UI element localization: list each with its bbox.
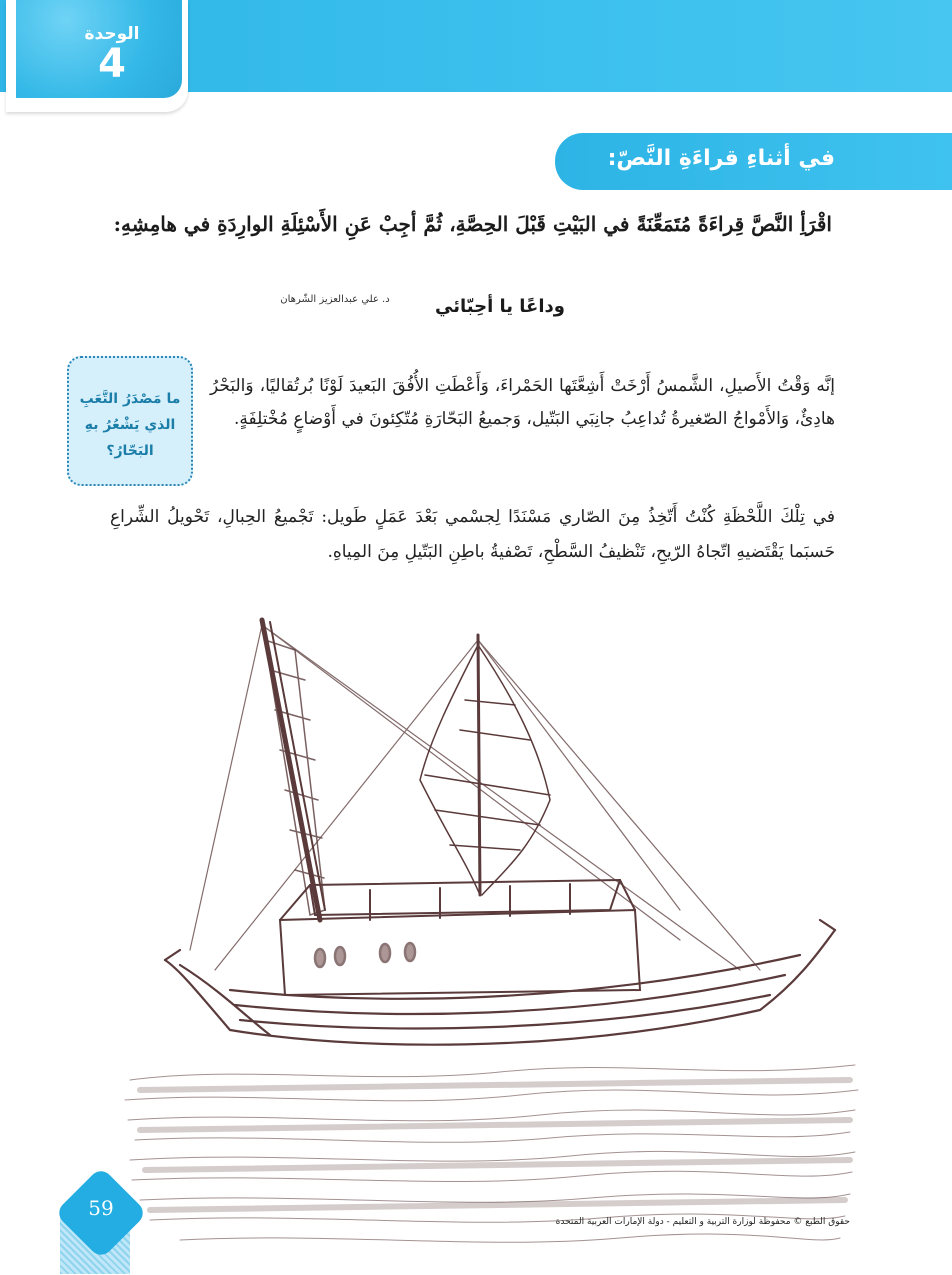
boat-sketch-image <box>120 610 860 1275</box>
sea-fill <box>140 1080 850 1210</box>
passage-paragraph-1: إنَّه وَقْتُ الأَصيلِ، الشَّمسُ أَرْخَتْ أَشِعَّتَها الحَمْراءَ، وَأَعْطَتِ الأُفُقَ البَعيدَ لَوْنًا بُرتُقاليًا، وَالبَحْرُ هادِئٌ، وَالأَمْواجُ الصّغيرةُ تُداعِبُ جانِبَي البَتّيل، وَجميعُ البَحّارَةِ مُتّكِئونَ في أَوْضاعٍ مُخْتلِفَةٍ. <box>210 376 835 429</box>
unit-badge <box>16 0 182 98</box>
passage-paragraph-2: في تِلْكَ اللَّحْظَةِ كُنْتُ أَتّخِذُ مِنَ الصّاري مَسْنَدًا لِجسْمي بَعْدَ عَمَلٍ طَويل: تَجْميعُ الحِبالِ، تَحْويلُ الشِّراعِ حَسبَما يَقْتَضيهِ اتّجاهُ الرّيحِ، تَنْظيفُ السَّطْحِ، تَصْفيةُ باطِنِ البَتّيلِ مِنَ المِياهِ. <box>110 507 835 562</box>
copyright-notice: حقوق الطبع © محفوظة لوزارة التربية و التعليم - دولة الإمارات العربية المتحدة <box>555 1217 850 1227</box>
hull-sketch <box>165 920 835 1045</box>
author-name: د. علي عبدالعزيز الشّرهان <box>280 294 390 305</box>
margin-question-box <box>67 356 193 486</box>
unit-number: 4 <box>98 41 126 87</box>
mast-right <box>478 635 480 895</box>
page-number: 59 <box>88 1196 114 1220</box>
unit-tab <box>6 0 188 112</box>
unit-label: الوحدة <box>84 24 140 44</box>
section-title: في أثناءِ قراءَةِ النَّصّ: <box>607 146 835 171</box>
instruction-text: اقْرَأِ النَّصَّ قِراءَةً مُتَمَعِّنَةً في البَيْتِ قَبْلَ الحِصَّةِ، ثُمَّ أجِبْ عَنِ الأَسْئِلَةِ الوارِدَةِ في هامِشِهِ: <box>113 212 832 236</box>
margin-question: ما مَصْدَرُ التَّعَبِ الذي يَشْعُرُ بهِ البَحّارُ؟ <box>79 391 181 459</box>
cabin-sketch <box>280 880 640 995</box>
sail-right <box>420 645 550 895</box>
text-title: وداعًا يا أحِبّائي <box>435 296 565 317</box>
cabin-windows <box>315 943 415 967</box>
